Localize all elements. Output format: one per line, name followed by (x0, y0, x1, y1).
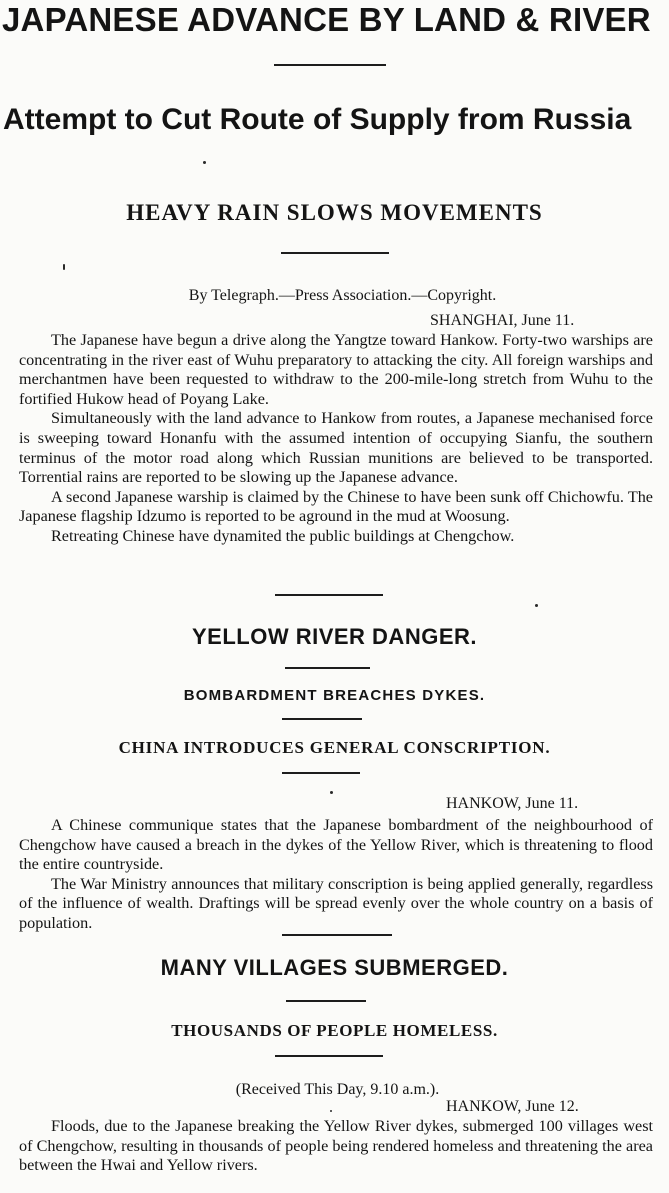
paragraph: The War Ministry announces that military conscription is being applied generally, regardless of the influence of wealth. Draftings will be spread evenly over the whole country on a basis of population. (19, 874, 653, 932)
received-timestamp: (Received This Day, 9.10 a.m.). (235, 1081, 440, 1098)
byline: By Telegraph.—Press Association.—Copyright. (188, 287, 497, 304)
divider-rule (281, 252, 389, 254)
headline-sub: Attempt to Cut Route of Supply from Russia (3, 103, 632, 136)
print-speck (535, 604, 538, 607)
subheading-homeless: THOUSANDS OF PEOPLE HOMELESS. (171, 1021, 498, 1040)
paragraph: Floods, due to the Japanese breaking the Yellow River dykes, submerged 100 villages west of Chengchow, resulting in thousands of people being rendered homeless and threatening the area between the Hwai and Yellow rivers. (19, 1117, 653, 1175)
section-heading-villages: MANY VILLAGES SUBMERGED. (160, 955, 509, 980)
article-body-section1 (19, 331, 653, 547)
divider-rule (282, 934, 392, 936)
paragraph: A Chinese communique states that the Japanese bombardment of the neighbourhood of Chengchow have caused a breach in the dykes of the Yellow River, which is threatening to flood the entire countryside. (19, 816, 653, 874)
paragraph: A second Japanese warship is claimed by the Chinese to have been sunk off Chichowfu. The Japanese flagship Idzumo is reported to be aground in the mud at Woosung. (19, 487, 653, 526)
divider-rule (282, 718, 362, 720)
divider-rule (282, 772, 360, 774)
subheading-bombardment: BOMBARDMENT BREACHES DYKES. (183, 687, 486, 704)
article-body-section3 (19, 1117, 653, 1176)
divider-rule (275, 1055, 383, 1057)
dateline-hankow-june-11: HANKOW, June 11. (446, 795, 579, 812)
print-speck (330, 1110, 332, 1112)
paragraph: The Japanese have begun a drive along the Yangtze toward Hankow. Forty-two warships are concentrating in the river east of Wuhu preparatory to attacking the city. All foreign warships and merchantmen have been requested to withdraw to the 200-mile-long stretch from Wuhu to the fortified Hukow head of Poyang Lake. (19, 331, 653, 408)
divider-rule (275, 594, 383, 596)
print-speck (203, 161, 206, 164)
divider-rule (285, 667, 370, 669)
divider-rule (274, 64, 386, 66)
divider-rule (286, 1000, 366, 1002)
subheading-conscription: CHINA INTRODUCES GENERAL CONSCRIPTION. (118, 738, 551, 757)
dateline-shanghai: SHANGHAI, June 11. (430, 312, 575, 329)
print-speck (330, 791, 333, 794)
paragraph: Simultaneously with the land advance to Hankow from routes, a Japanese mechanised force is sweeping toward Honanfu with the assumed intention of occupying Sianfu, the southern terminus of the motor road along which Russian munitions are believed to be transported. Torrential rains are reported to be slowing up the Japanese advance. (19, 409, 653, 487)
paragraph: Retreating Chinese have dynamited the public buildings at Chengchow. (51, 526, 515, 545)
section-heading-heavy-rain: HEAVY RAIN SLOWS MOVEMENTS (126, 200, 543, 225)
print-speck (63, 264, 65, 270)
section-heading-yellow-river: YELLOW RIVER DANGER. (191, 624, 477, 649)
article-body-section2 (19, 816, 653, 934)
headline-main: JAPANESE ADVANCE BY LAND & RIVER (2, 1, 651, 38)
dateline-hankow-june-12: HANKOW, June 12. (446, 1098, 579, 1115)
